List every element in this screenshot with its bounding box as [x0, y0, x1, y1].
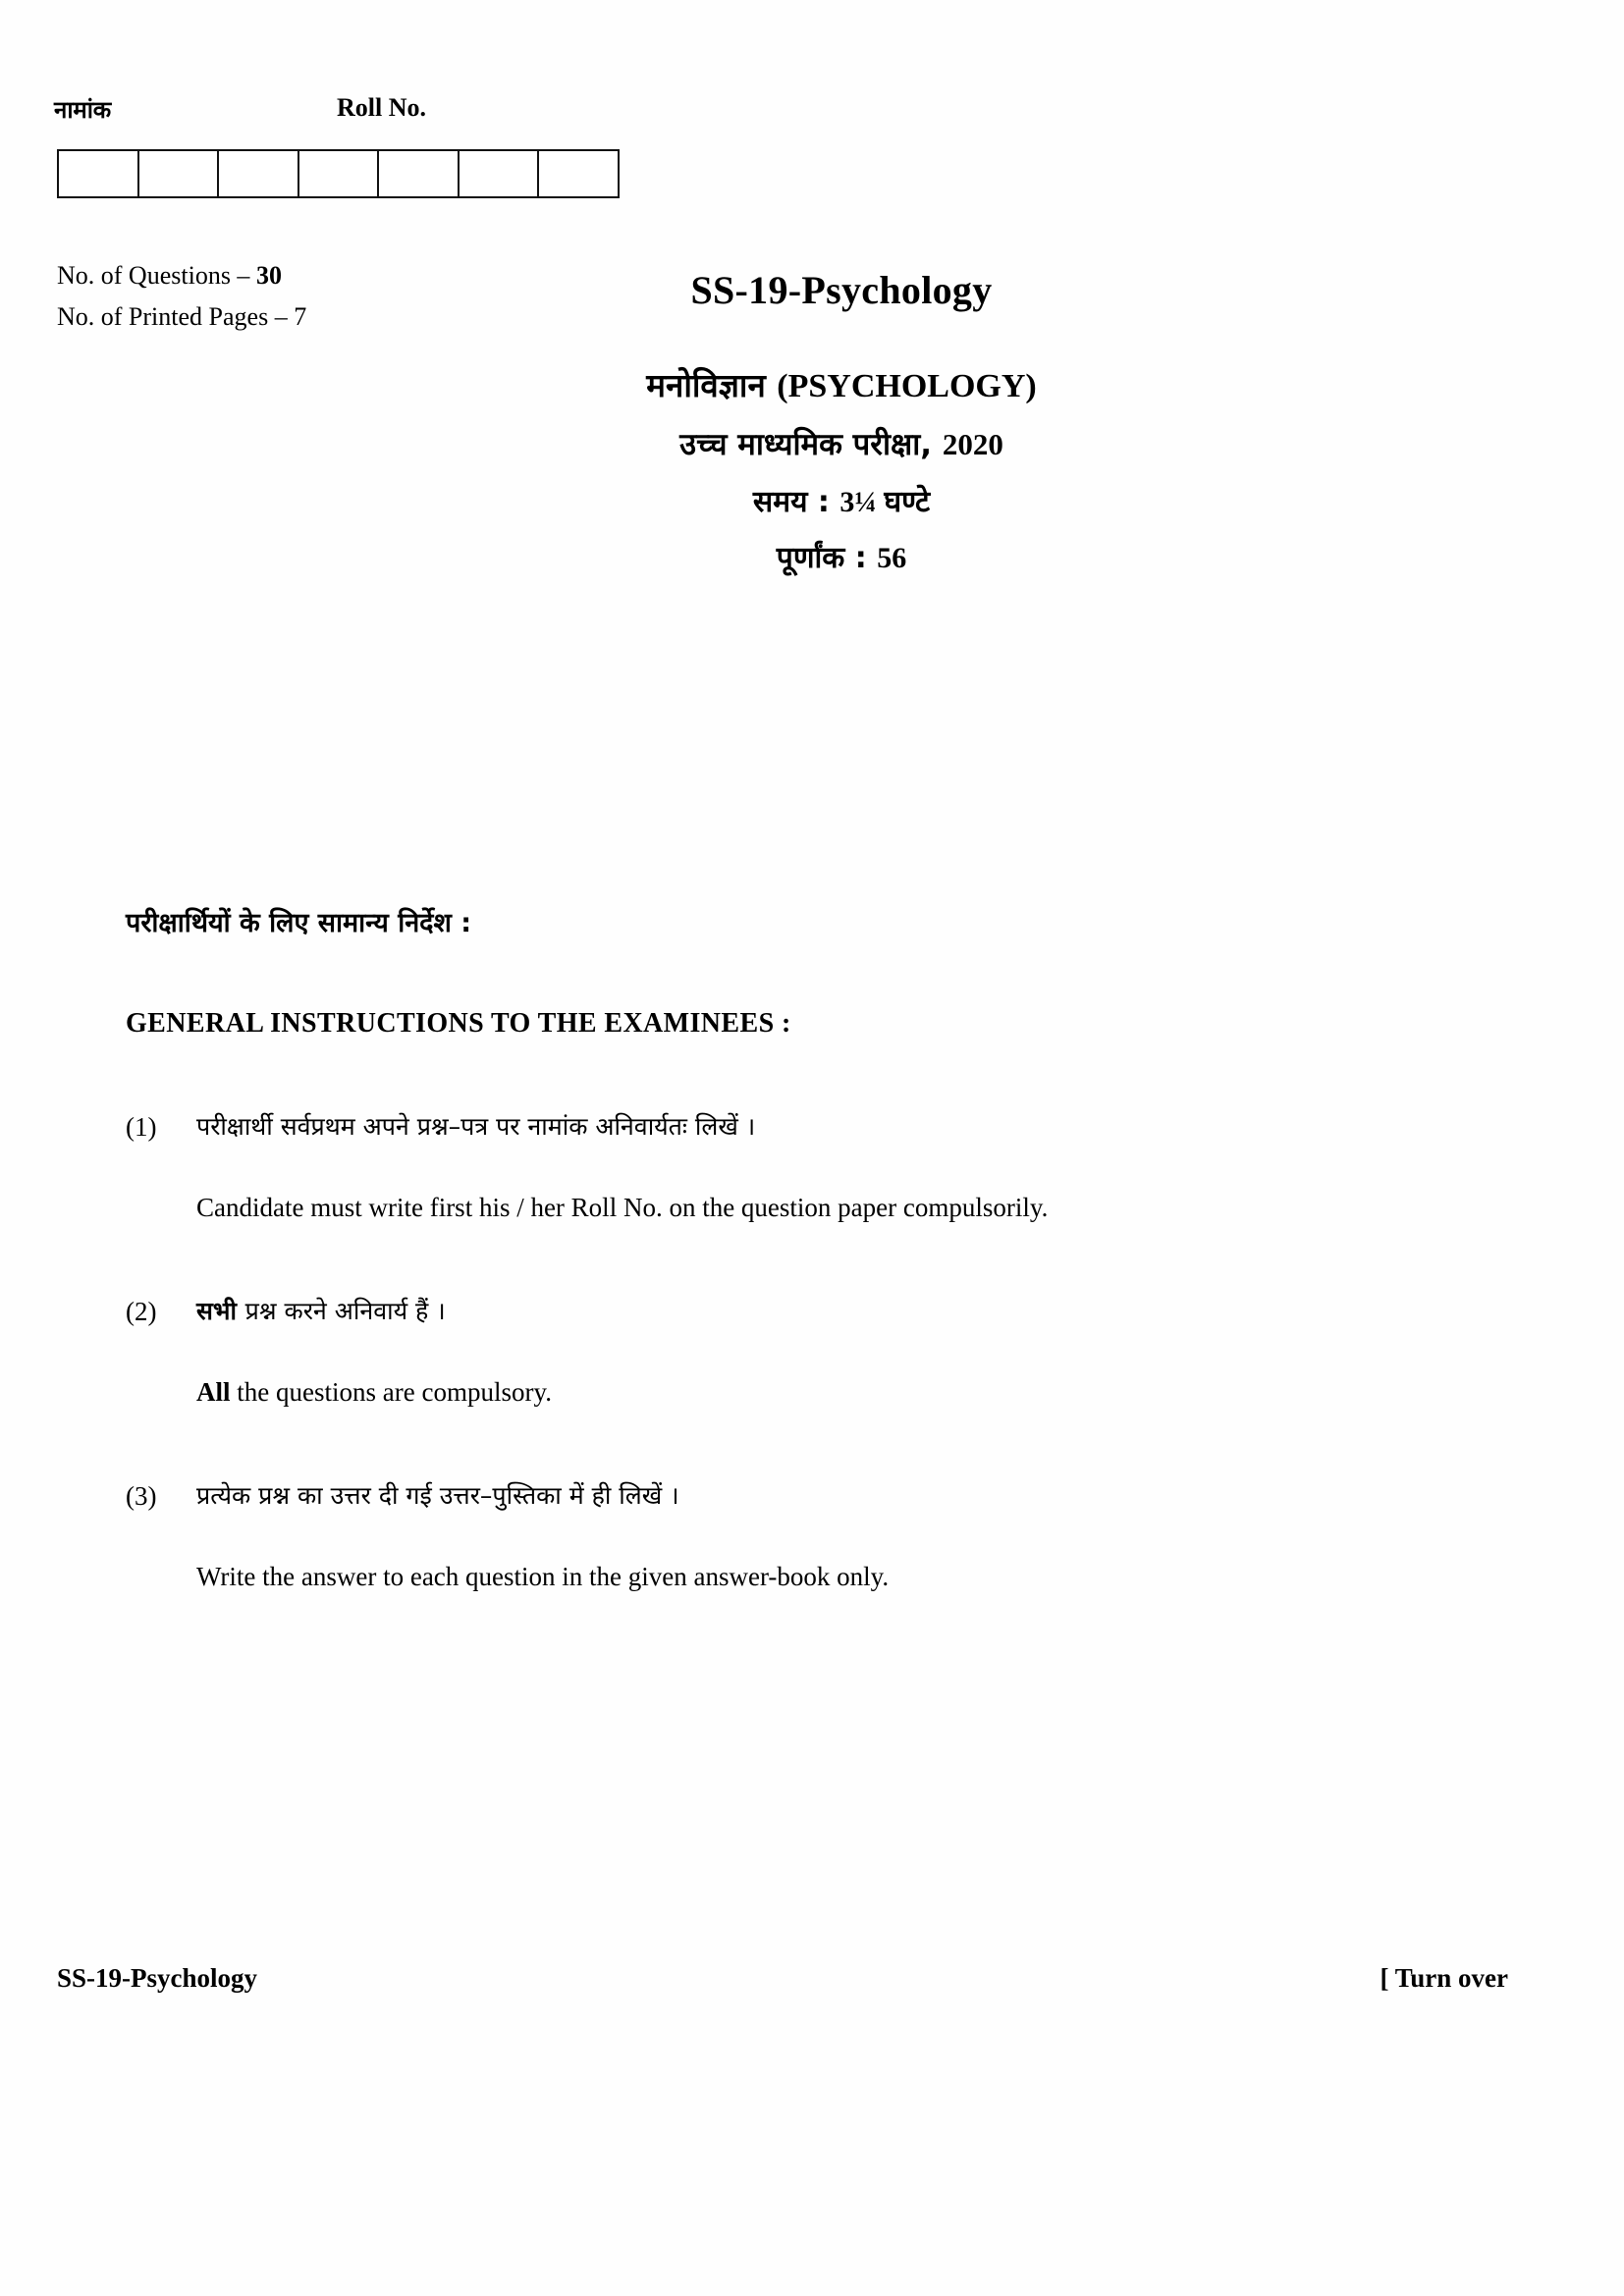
roll-number-cell[interactable] [59, 151, 139, 196]
instruction-text-english [196, 1375, 1500, 1409]
roll-number-cell[interactable] [139, 151, 220, 196]
subject-title-hindi: मनोविज्ञान [646, 366, 778, 404]
instruction-item [126, 1479, 1500, 1593]
no-of-printed-pages-value: 7 [294, 302, 307, 331]
page-footer [57, 1963, 1567, 1994]
no-of-printed-pages-label: No. of Printed Pages – [57, 302, 295, 331]
roll-number-cell[interactable] [219, 151, 299, 196]
paper-code: SS-19-Psychology [690, 268, 993, 312]
instruction-text-english [196, 1191, 1500, 1224]
instruction-text-hindi [196, 1110, 755, 1144]
marks-value: 56 [877, 542, 907, 574]
no-of-questions-value: 30 [255, 261, 282, 290]
instruction-english-rest: the questions are compulsory. [237, 1377, 552, 1407]
roll-no-label: Roll No. [337, 93, 426, 122]
general-instructions-section [126, 903, 1500, 1593]
instruction-english-rest: Candidate must write first his / her Roll No. on the question paper compulsorily. [196, 1193, 1049, 1222]
namank-label: नामांक [54, 96, 111, 124]
exam-year: 2020 [942, 427, 1003, 461]
instruction-number: (1) [126, 1112, 157, 1142]
roll-number-grid[interactable] [57, 149, 620, 198]
time-allowed-line [59, 480, 1624, 520]
subject-title-english: (PSYCHOLOGY) [777, 368, 1037, 404]
instruction-hindi-row [126, 1295, 1500, 1328]
no-of-questions-label: No. of Questions – [57, 261, 256, 290]
roll-number-block [54, 93, 633, 138]
instruction-hindi-row [126, 1479, 1500, 1513]
title-block [0, 267, 1624, 576]
roll-number-cell[interactable] [299, 151, 380, 196]
instruction-text-english [196, 1560, 1500, 1593]
instructions-heading-english: GENERAL INSTRUCTIONS TO THE EXAMINEES : [126, 1008, 791, 1039]
subject-title [59, 362, 1624, 406]
roll-number-cell[interactable] [539, 151, 620, 196]
instruction-item [126, 1110, 1500, 1224]
marks-label: पूर्णांक : [776, 541, 878, 575]
time-unit: घण्टे [884, 485, 931, 519]
instruction-text-hindi [196, 1295, 446, 1328]
instruction-hindi-rest: प्रत्येक प्रश्न का उत्तर दी गई उत्तर–पुस्तिका में ही लिखें । [196, 1481, 679, 1510]
roll-number-cell[interactable] [460, 151, 540, 196]
footer-paper-code: SS-19-Psychology [57, 1963, 258, 1993]
instruction-hindi-bold: सभी [196, 1297, 245, 1325]
instruction-text-hindi [196, 1479, 679, 1513]
exam-name-line [59, 423, 1624, 464]
instruction-english-rest: Write the answer to each question in the given answer-book only. [196, 1562, 890, 1591]
instruction-hindi-rest: परीक्षार्थी सर्वप्रथम अपने प्रश्न–पत्र पर नामांक अनिवार्यतः लिखें । [196, 1112, 756, 1141]
time-label: समय : [752, 485, 840, 519]
roll-number-cell[interactable] [379, 151, 460, 196]
instruction-item [126, 1295, 1500, 1409]
time-value: 3¼ [839, 486, 885, 518]
maximum-marks-line [59, 536, 1624, 576]
footer-turn-over: [ Turn over [1380, 1963, 1508, 1993]
exam-name-hindi: उच्च माध्यमिक परीक्षा, [679, 427, 943, 462]
instruction-number: (2) [126, 1297, 157, 1326]
instruction-hindi-rest: प्रश्न करने अनिवार्य हैं । [244, 1297, 446, 1325]
instruction-english-bold: All [196, 1377, 238, 1407]
instruction-hindi-row [126, 1110, 1500, 1144]
instructions-heading-hindi: परीक्षार्थियों के लिए सामान्य निर्देश : [126, 908, 472, 938]
roll-number-labels [54, 93, 633, 138]
instruction-number: (3) [126, 1481, 157, 1511]
